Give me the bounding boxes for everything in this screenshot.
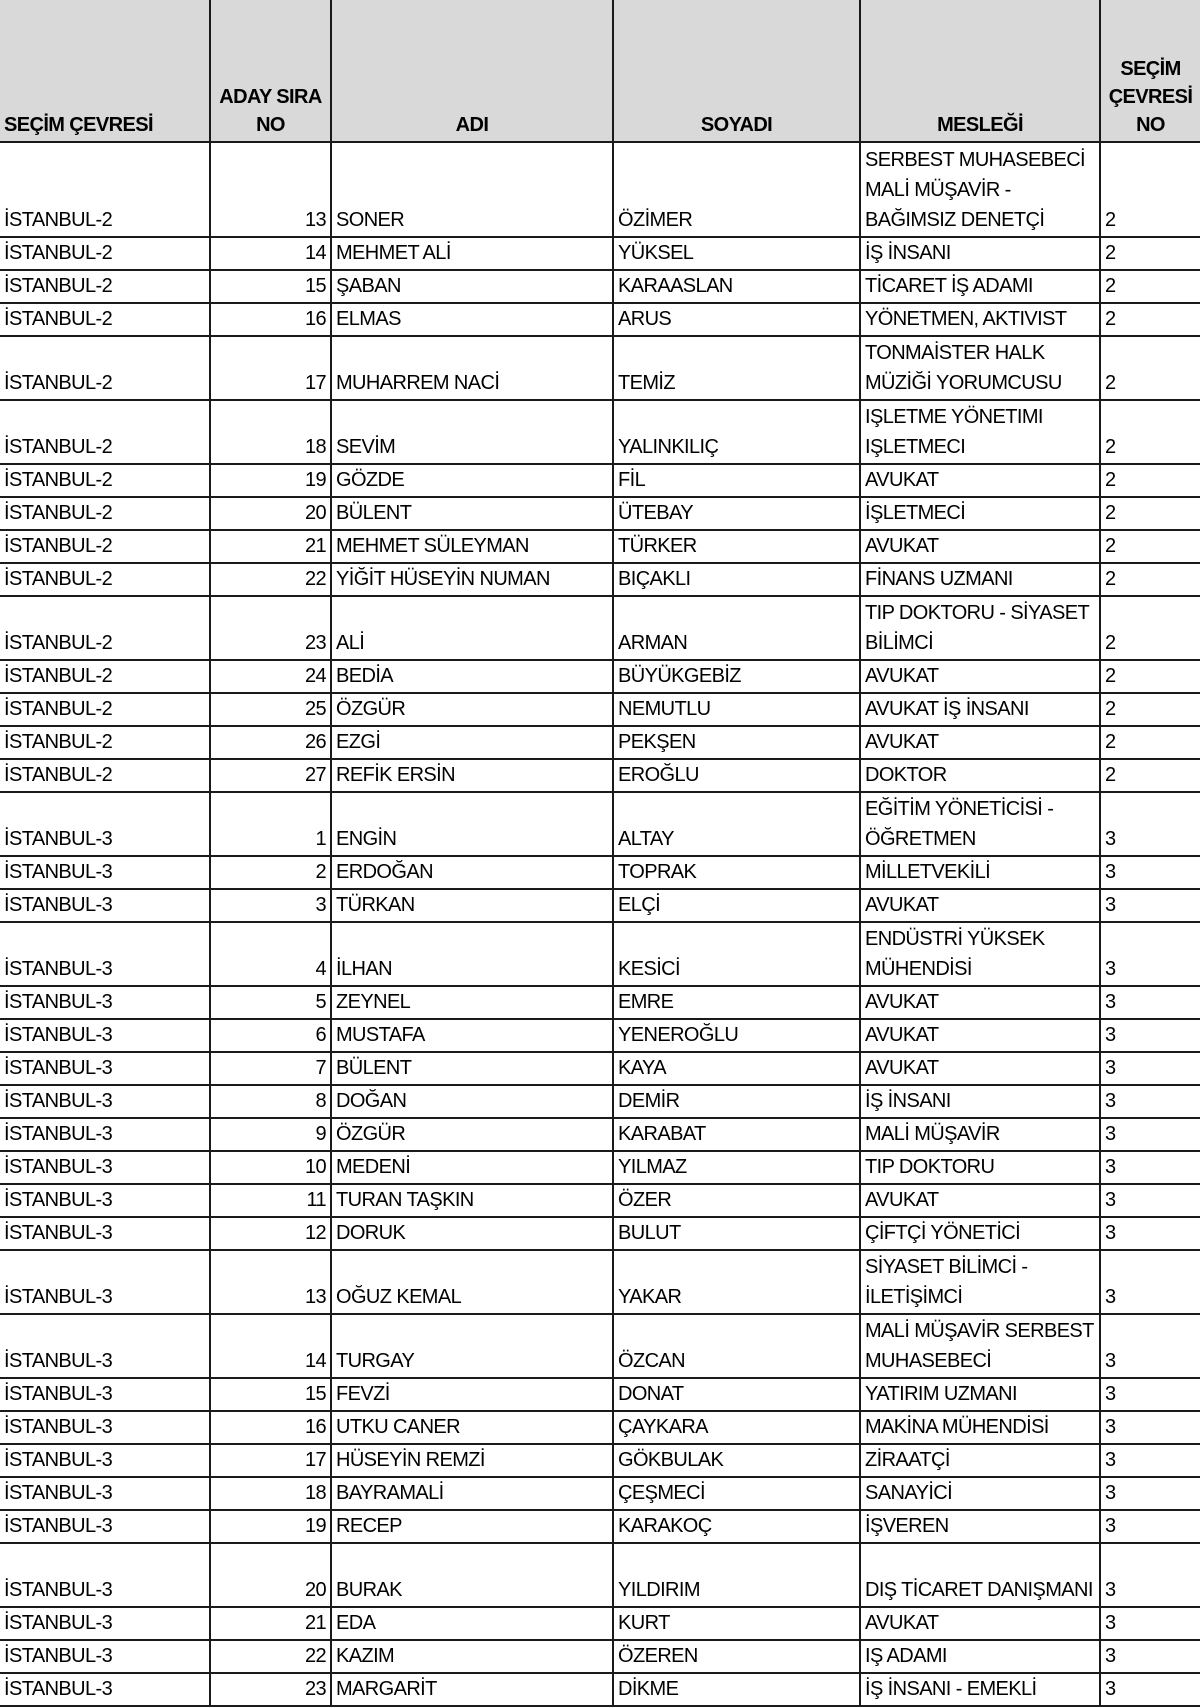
cell-rank: 12	[210, 1217, 331, 1250]
header-row	[0, 0, 1200, 142]
cell-occupation: YATIRIM UZMANI	[860, 1378, 1100, 1411]
cell-last-name: DEMİR	[613, 1085, 860, 1118]
cell-rank: 13	[210, 142, 331, 237]
cell-occupation: SANAYİCİ	[860, 1477, 1100, 1510]
cell-district: İSTANBUL-3	[0, 1052, 210, 1085]
cell-first-name: TÜRKAN	[331, 889, 613, 922]
cell-district-no: 3	[1100, 1607, 1200, 1640]
cell-first-name: İLHAN	[331, 922, 613, 986]
cell-rank: 21	[210, 530, 331, 563]
cell-district-no: 3	[1100, 1019, 1200, 1052]
cell-last-name: TEMİZ	[613, 336, 860, 400]
table-row	[0, 336, 1200, 400]
cell-rank: 18	[210, 1477, 331, 1510]
cell-district-no: 3	[1100, 986, 1200, 1019]
cell-district: İSTANBUL-3	[0, 1217, 210, 1250]
cell-district: İSTANBUL-3	[0, 1444, 210, 1477]
cell-occupation: İŞ İNSANI - EMEKLİ	[860, 1673, 1100, 1706]
cell-rank: 17	[210, 336, 331, 400]
cell-first-name: ALİ	[331, 596, 613, 660]
table-row	[0, 1184, 1200, 1217]
cell-rank: 22	[210, 1640, 331, 1673]
table-row	[0, 759, 1200, 792]
cell-occupation: TIP DOKTORU	[860, 1151, 1100, 1184]
cell-rank: 19	[210, 1510, 331, 1543]
cell-rank: 19	[210, 464, 331, 497]
cell-first-name: HÜSEYİN REMZİ	[331, 1444, 613, 1477]
table-row	[0, 1477, 1200, 1510]
cell-first-name: BEDİA	[331, 660, 613, 693]
table-row	[0, 1378, 1200, 1411]
cell-last-name: ÖZCAN	[613, 1314, 860, 1378]
cell-rank: 23	[210, 596, 331, 660]
cell-district: İSTANBUL-3	[0, 792, 210, 856]
cell-rank: 21	[210, 1607, 331, 1640]
cell-district-no: 3	[1100, 1378, 1200, 1411]
cell-district-no: 2	[1100, 270, 1200, 303]
cell-occupation: İŞVEREN	[860, 1510, 1100, 1543]
cell-first-name: DORUK	[331, 1217, 613, 1250]
cell-district-no: 3	[1100, 889, 1200, 922]
cell-first-name: ERDOĞAN	[331, 856, 613, 889]
cell-district-no: 3	[1100, 856, 1200, 889]
header-district: SEÇİM ÇEVRESİ	[0, 0, 210, 142]
cell-first-name: BÜLENT	[331, 497, 613, 530]
cell-last-name: KAYA	[613, 1052, 860, 1085]
table-row	[0, 596, 1200, 660]
cell-last-name: ELÇİ	[613, 889, 860, 922]
cell-occupation: AVUKAT	[860, 889, 1100, 922]
cell-first-name: BÜLENT	[331, 1052, 613, 1085]
cell-rank: 15	[210, 270, 331, 303]
table-row	[0, 1217, 1200, 1250]
cell-rank: 17	[210, 1444, 331, 1477]
cell-district: İSTANBUL-3	[0, 856, 210, 889]
cell-last-name: YÜKSEL	[613, 237, 860, 270]
cell-last-name: NEMUTLU	[613, 693, 860, 726]
cell-district-no: 2	[1100, 400, 1200, 464]
cell-district: İSTANBUL-2	[0, 693, 210, 726]
cell-last-name: KARAKOÇ	[613, 1510, 860, 1543]
cell-district-no: 3	[1100, 1052, 1200, 1085]
cell-district: İSTANBUL-2	[0, 237, 210, 270]
cell-district: İSTANBUL-3	[0, 1085, 210, 1118]
cell-rank: 14	[210, 237, 331, 270]
table-row	[0, 270, 1200, 303]
cell-occupation: IŞ ADAMI	[860, 1640, 1100, 1673]
cell-last-name: BULUT	[613, 1217, 860, 1250]
cell-district: İSTANBUL-2	[0, 660, 210, 693]
cell-district-no: 3	[1100, 792, 1200, 856]
cell-district-no: 3	[1100, 922, 1200, 986]
cell-occupation: DOKTOR	[860, 759, 1100, 792]
cell-first-name: EZGİ	[331, 726, 613, 759]
cell-district: İSTANBUL-3	[0, 1151, 210, 1184]
cell-first-name: TURAN TAŞKIN	[331, 1184, 613, 1217]
cell-district: İSTANBUL-2	[0, 726, 210, 759]
cell-district-no: 2	[1100, 142, 1200, 237]
table-row	[0, 142, 1200, 237]
cell-last-name: KARABAT	[613, 1118, 860, 1151]
cell-first-name: RECEP	[331, 1510, 613, 1543]
cell-district-no: 2	[1100, 563, 1200, 596]
cell-first-name: YİĞİT HÜSEYİN NUMAN	[331, 563, 613, 596]
cell-district: İSTANBUL-2	[0, 303, 210, 336]
cell-rank: 18	[210, 400, 331, 464]
table-row	[0, 400, 1200, 464]
cell-district: İSTANBUL-3	[0, 1673, 210, 1706]
cell-first-name: ZEYNEL	[331, 986, 613, 1019]
cell-last-name: KURT	[613, 1607, 860, 1640]
cell-rank: 20	[210, 1543, 331, 1607]
cell-first-name: MUHARREM NACİ	[331, 336, 613, 400]
cell-last-name: ÖZİMER	[613, 142, 860, 237]
cell-district-no: 2	[1100, 303, 1200, 336]
cell-last-name: YALINKILIÇ	[613, 400, 860, 464]
table-row	[0, 303, 1200, 336]
table-row	[0, 660, 1200, 693]
cell-rank: 3	[210, 889, 331, 922]
cell-first-name: DOĞAN	[331, 1085, 613, 1118]
cell-occupation: AVUKAT	[860, 1052, 1100, 1085]
cell-first-name: BURAK	[331, 1543, 613, 1607]
cell-district: İSTANBUL-2	[0, 142, 210, 237]
cell-last-name: YILDIRIM	[613, 1543, 860, 1607]
cell-district: İSTANBUL-3	[0, 986, 210, 1019]
cell-first-name: ŞABAN	[331, 270, 613, 303]
cell-district: İSTANBUL-3	[0, 1250, 210, 1314]
cell-occupation: AVUKAT	[860, 986, 1100, 1019]
table-row	[0, 1640, 1200, 1673]
table-row	[0, 1543, 1200, 1607]
cell-district: İSTANBUL-3	[0, 1607, 210, 1640]
cell-occupation: TIP DOKTORU - SİYASET BİLİMCİ	[860, 596, 1100, 660]
table-row	[0, 563, 1200, 596]
cell-last-name: ÖZER	[613, 1184, 860, 1217]
cell-rank: 14	[210, 1314, 331, 1378]
cell-rank: 27	[210, 759, 331, 792]
cell-district-no: 2	[1100, 759, 1200, 792]
table-row	[0, 1118, 1200, 1151]
cell-district: İSTANBUL-3	[0, 1640, 210, 1673]
cell-first-name: TURGAY	[331, 1314, 613, 1378]
cell-district: İSTANBUL-2	[0, 400, 210, 464]
header-occupation: MESLEĞİ	[860, 0, 1100, 142]
cell-last-name: KESİCİ	[613, 922, 860, 986]
table-row	[0, 1510, 1200, 1543]
cell-occupation: FİNANS UZMANI	[860, 563, 1100, 596]
cell-district: İSTANBUL-2	[0, 270, 210, 303]
cell-rank: 9	[210, 1118, 331, 1151]
table-row	[0, 1411, 1200, 1444]
cell-district-no: 2	[1100, 693, 1200, 726]
cell-occupation: AVUKAT	[860, 464, 1100, 497]
cell-first-name: ENGİN	[331, 792, 613, 856]
cell-district-no: 3	[1100, 1510, 1200, 1543]
table-row	[0, 237, 1200, 270]
cell-last-name: ÖZEREN	[613, 1640, 860, 1673]
cell-occupation: AVUKAT	[860, 1607, 1100, 1640]
cell-last-name: ARMAN	[613, 596, 860, 660]
cell-district-no: 2	[1100, 497, 1200, 530]
table-row	[0, 922, 1200, 986]
cell-occupation: AVUKAT	[860, 530, 1100, 563]
cell-last-name: KARAASLAN	[613, 270, 860, 303]
cell-occupation: YÖNETMEN, AKTIVIST	[860, 303, 1100, 336]
table-header	[0, 0, 1200, 142]
cell-district-no: 3	[1100, 1640, 1200, 1673]
cell-district: İSTANBUL-3	[0, 1543, 210, 1607]
cell-district: İSTANBUL-2	[0, 596, 210, 660]
cell-first-name: MEHMET ALİ	[331, 237, 613, 270]
cell-district: İSTANBUL-2	[0, 759, 210, 792]
cell-last-name: DİKME	[613, 1673, 860, 1706]
cell-district-no: 3	[1100, 1673, 1200, 1706]
cell-district: İSTANBUL-3	[0, 1184, 210, 1217]
cell-last-name: ÜTEBAY	[613, 497, 860, 530]
cell-district-no: 2	[1100, 530, 1200, 563]
cell-occupation: TİCARET İŞ ADAMI	[860, 270, 1100, 303]
cell-district-no: 3	[1100, 1250, 1200, 1314]
table-row	[0, 1151, 1200, 1184]
cell-occupation: AVUKAT İŞ İNSANI	[860, 693, 1100, 726]
cell-last-name: ALTAY	[613, 792, 860, 856]
cell-first-name: MEDENİ	[331, 1151, 613, 1184]
cell-district: İSTANBUL-2	[0, 563, 210, 596]
cell-first-name: MEHMET SÜLEYMAN	[331, 530, 613, 563]
cell-district: İSTANBUL-2	[0, 497, 210, 530]
cell-occupation: MİLLETVEKİLİ	[860, 856, 1100, 889]
table-row	[0, 1444, 1200, 1477]
cell-rank: 22	[210, 563, 331, 596]
cell-rank: 11	[210, 1184, 331, 1217]
cell-rank: 23	[210, 1673, 331, 1706]
cell-district-no: 2	[1100, 336, 1200, 400]
header-district-no: SEÇİM ÇEVRESİ NO	[1100, 0, 1200, 142]
cell-first-name: BAYRAMALİ	[331, 1477, 613, 1510]
cell-last-name: EMRE	[613, 986, 860, 1019]
cell-district-no: 3	[1100, 1477, 1200, 1510]
cell-first-name: UTKU CANER	[331, 1411, 613, 1444]
cell-occupation: MALİ MÜŞAVİR SERBEST MUHASEBECİ	[860, 1314, 1100, 1378]
cell-district: İSTANBUL-3	[0, 1019, 210, 1052]
cell-last-name: TÜRKER	[613, 530, 860, 563]
cell-rank: 5	[210, 986, 331, 1019]
cell-last-name: PEKŞEN	[613, 726, 860, 759]
cell-district-no: 2	[1100, 726, 1200, 759]
cell-first-name: MARGARİT	[331, 1673, 613, 1706]
cell-district-no: 3	[1100, 1444, 1200, 1477]
cell-rank: 16	[210, 303, 331, 336]
table-row	[0, 693, 1200, 726]
cell-occupation: SİYASET BİLİMCİ - İLETİŞİMCİ	[860, 1250, 1100, 1314]
cell-first-name: SEVİM	[331, 400, 613, 464]
cell-first-name: FEVZİ	[331, 1378, 613, 1411]
cell-last-name: ARUS	[613, 303, 860, 336]
cell-rank: 16	[210, 1411, 331, 1444]
cell-rank: 1	[210, 792, 331, 856]
cell-last-name: YAKAR	[613, 1250, 860, 1314]
cell-occupation: AVUKAT	[860, 660, 1100, 693]
cell-occupation: IŞLETME YÖNETIMI IŞLETMECI	[860, 400, 1100, 464]
cell-district-no: 2	[1100, 464, 1200, 497]
cell-first-name: SONER	[331, 142, 613, 237]
cell-last-name: BÜYÜKGEBİZ	[613, 660, 860, 693]
table-body	[0, 142, 1200, 1706]
cell-district: İSTANBUL-2	[0, 336, 210, 400]
cell-district: İSTANBUL-2	[0, 464, 210, 497]
table-row	[0, 792, 1200, 856]
table-row	[0, 1250, 1200, 1314]
table-row	[0, 1052, 1200, 1085]
cell-rank: 24	[210, 660, 331, 693]
cell-district: İSTANBUL-3	[0, 1314, 210, 1378]
cell-occupation: DIŞ TİCARET DANIŞMANI	[860, 1543, 1100, 1607]
cell-first-name: ÖZGÜR	[331, 693, 613, 726]
cell-occupation: SERBEST MUHASEBECİ MALİ MÜŞAVİR - BAĞIMSIZ DENETÇİ	[860, 142, 1100, 237]
cell-occupation: İŞLETMECİ	[860, 497, 1100, 530]
cell-district: İSTANBUL-3	[0, 1477, 210, 1510]
cell-occupation: AVUKAT	[860, 1184, 1100, 1217]
cell-district: İSTANBUL-3	[0, 1510, 210, 1543]
cell-district: İSTANBUL-3	[0, 1118, 210, 1151]
cell-rank: 10	[210, 1151, 331, 1184]
cell-occupation: MAKİNA MÜHENDİSİ	[860, 1411, 1100, 1444]
cell-last-name: EROĞLU	[613, 759, 860, 792]
cell-district-no: 2	[1100, 596, 1200, 660]
cell-district-no: 3	[1100, 1217, 1200, 1250]
table-row	[0, 856, 1200, 889]
cell-district: İSTANBUL-2	[0, 530, 210, 563]
cell-rank: 26	[210, 726, 331, 759]
cell-district-no: 3	[1100, 1118, 1200, 1151]
cell-district-no: 3	[1100, 1085, 1200, 1118]
header-first-name: ADI	[331, 0, 613, 142]
cell-rank: 2	[210, 856, 331, 889]
cell-last-name: YENEROĞLU	[613, 1019, 860, 1052]
cell-last-name: ÇEŞMECİ	[613, 1477, 860, 1510]
cell-occupation: AVUKAT	[860, 1019, 1100, 1052]
table-row	[0, 497, 1200, 530]
cell-last-name: TOPRAK	[613, 856, 860, 889]
cell-first-name: KAZIM	[331, 1640, 613, 1673]
cell-district: İSTANBUL-3	[0, 922, 210, 986]
cell-first-name: ELMAS	[331, 303, 613, 336]
cell-rank: 8	[210, 1085, 331, 1118]
cell-occupation: MALİ MÜŞAVİR	[860, 1118, 1100, 1151]
cell-district-no: 3	[1100, 1184, 1200, 1217]
cell-occupation: AVUKAT	[860, 726, 1100, 759]
cell-district-no: 2	[1100, 660, 1200, 693]
cell-rank: 15	[210, 1378, 331, 1411]
cell-first-name: REFİK ERSİN	[331, 759, 613, 792]
cell-first-name: MUSTAFA	[331, 1019, 613, 1052]
table-row	[0, 1019, 1200, 1052]
header-rank: ADAY SIRA NO	[210, 0, 331, 142]
cell-occupation: EĞİTİM YÖNETİCİSİ - ÖĞRETMEN	[860, 792, 1100, 856]
cell-rank: 6	[210, 1019, 331, 1052]
cell-district-no: 2	[1100, 237, 1200, 270]
cell-first-name: EDA	[331, 1607, 613, 1640]
table-row	[0, 1607, 1200, 1640]
table-row	[0, 1314, 1200, 1378]
cell-rank: 7	[210, 1052, 331, 1085]
cell-rank: 13	[210, 1250, 331, 1314]
cell-last-name: DONAT	[613, 1378, 860, 1411]
cell-district-no: 3	[1100, 1411, 1200, 1444]
cell-rank: 20	[210, 497, 331, 530]
cell-occupation: İŞ İNSANI	[860, 237, 1100, 270]
cell-district: İSTANBUL-3	[0, 889, 210, 922]
cell-district-no: 3	[1100, 1543, 1200, 1607]
table-row	[0, 464, 1200, 497]
cell-last-name: BIÇAKLI	[613, 563, 860, 596]
cell-rank: 25	[210, 693, 331, 726]
cell-last-name: FİL	[613, 464, 860, 497]
cell-occupation: ÇİFTÇİ YÖNETİCİ	[860, 1217, 1100, 1250]
header-last-name: SOYADI	[613, 0, 860, 142]
cell-district: İSTANBUL-3	[0, 1378, 210, 1411]
cell-occupation: ENDÜSTRİ YÜKSEK MÜHENDİSİ	[860, 922, 1100, 986]
cell-occupation: İŞ İNSANI	[860, 1085, 1100, 1118]
table-row	[0, 1085, 1200, 1118]
cell-district: İSTANBUL-3	[0, 1411, 210, 1444]
cell-occupation: TONMAİSTER HALK MÜZİĞİ YORUMCUSU	[860, 336, 1100, 400]
cell-first-name: OĞUZ KEMAL	[331, 1250, 613, 1314]
cell-occupation: ZİRAATÇİ	[860, 1444, 1100, 1477]
table-row	[0, 986, 1200, 1019]
cell-district-no: 3	[1100, 1314, 1200, 1378]
table-row	[0, 1673, 1200, 1706]
table-row	[0, 530, 1200, 563]
table-row	[0, 726, 1200, 759]
cell-first-name: GÖZDE	[331, 464, 613, 497]
cell-rank: 4	[210, 922, 331, 986]
cell-last-name: ÇAYKARA	[613, 1411, 860, 1444]
table-row	[0, 889, 1200, 922]
cell-district-no: 3	[1100, 1151, 1200, 1184]
cell-first-name: ÖZGÜR	[331, 1118, 613, 1151]
cell-last-name: GÖKBULAK	[613, 1444, 860, 1477]
cell-last-name: YILMAZ	[613, 1151, 860, 1184]
